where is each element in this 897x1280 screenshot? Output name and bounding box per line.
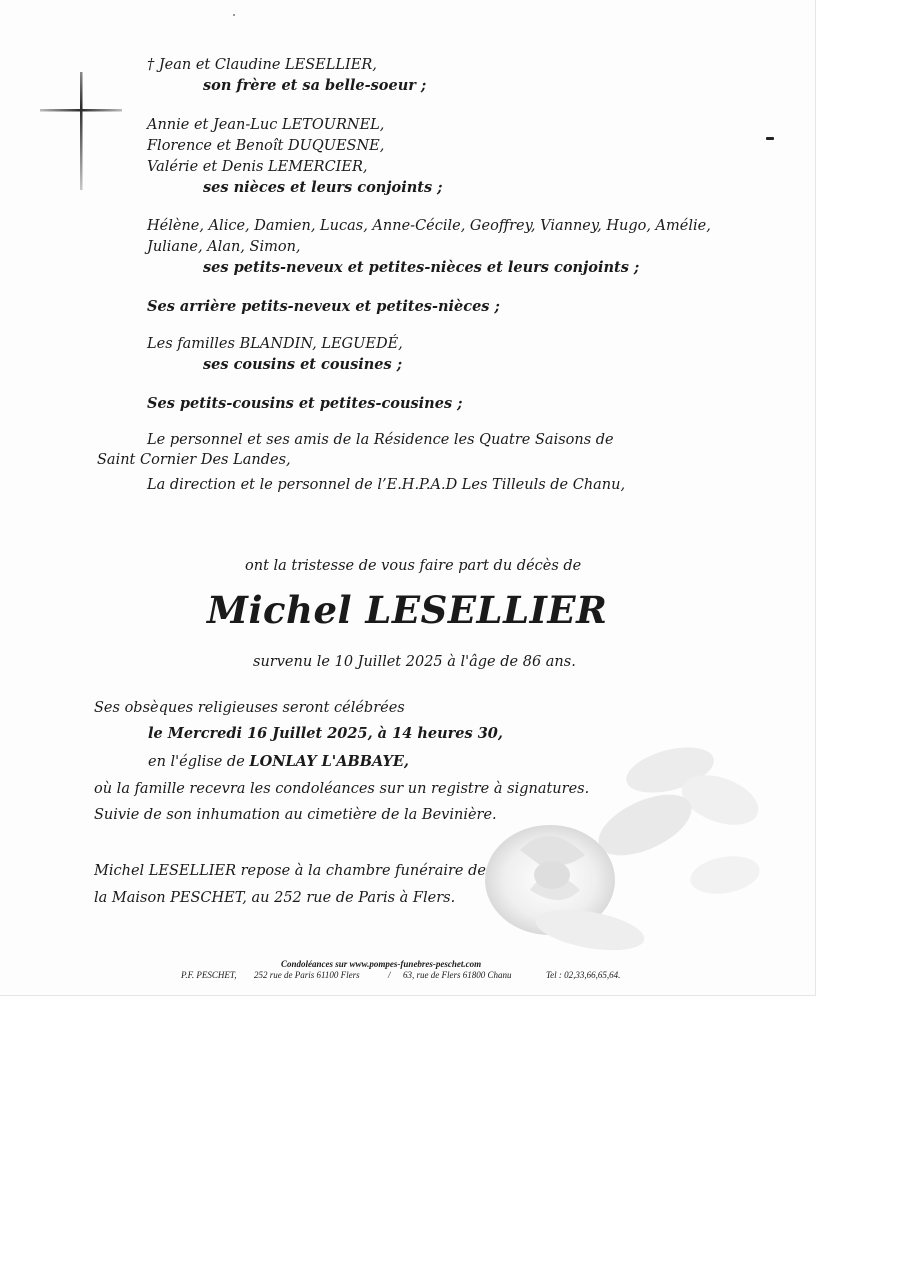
funeral-church-prefix: en l'église de — [148, 754, 250, 770]
family-line-1: † Jean et Claudine LESELLIER, — [147, 57, 377, 73]
family-line-14: Le personnel et ses amis de la Résidence les Quatre Saisons de — [147, 432, 614, 448]
footer-phone: Tel : 02,33,66,65,64. — [546, 970, 621, 980]
family-line-11: Les familles BLANDIN, LEGUEDÉ, — [147, 336, 403, 352]
footer-address-1: 252 rue de Paris 61100 Flers — [254, 970, 360, 980]
funeral-line-1: Ses obsèques religieuses seront célébrées — [94, 700, 405, 716]
death-date: survenu le 10 Juillet 2025 à l'âge de 86 ans. — [253, 654, 576, 670]
footer-website: Condoléances sur www.pompes-funebres-peschet.com — [281, 959, 482, 969]
funeral-church — [148, 753, 409, 771]
scan-speck — [766, 137, 774, 140]
family-relation-6: Ses petits-cousins et petites-cousines ; — [147, 395, 463, 412]
family-relation-1: son frère et sa belle-soeur ; — [203, 77, 427, 94]
announcement-intro: ont la tristesse de vous faire part du décès de — [245, 558, 582, 574]
family-line-4: Florence et Benoît DUQUESNE, — [147, 138, 385, 154]
funeral-church-place: LONLAY L'ABBAYE, — [249, 753, 409, 770]
family-line-8: Juliane, Alan, Simon, — [147, 239, 301, 255]
latin-cross-icon — [40, 72, 122, 190]
funeral-line-6: Michel LESELLIER repose à la chambre funéraire de — [94, 863, 486, 879]
footer-address-2: 63, rue de Flers 61800 Chanu — [403, 970, 512, 980]
family-line-5: Valérie et Denis LEMERCIER, — [147, 159, 368, 175]
family-line-15: Saint Cornier Des Landes, — [97, 452, 291, 468]
family-relation-5: ses cousins et cousines ; — [203, 356, 403, 373]
footer-company: P.F. PESCHET, — [181, 970, 237, 980]
footer-separator: / — [388, 970, 391, 980]
scan-dot — [233, 14, 235, 16]
funeral-datetime: le Mercredi 16 Juillet 2025, à 14 heures 30, — [148, 725, 503, 742]
family-relation-3: ses petits-neveux et petites-nièces et leurs conjoints ; — [203, 259, 640, 276]
family-relation-2: ses nièces et leurs conjoints ; — [203, 179, 443, 196]
family-line-7: Hélène, Alice, Damien, Lucas, Anne-Cécile, Geoffrey, Vianney, Hugo, Amélie, — [147, 218, 711, 234]
funeral-line-4: où la famille recevra les condoléances sur un registre à signatures. — [94, 781, 590, 797]
deceased-name: Michel LESELLIER — [207, 588, 608, 632]
funeral-line-7: la Maison PESCHET, au 252 rue de Paris à Flers. — [94, 890, 456, 906]
family-relation-4: Ses arrière petits-neveux et petites-nièces ; — [147, 298, 500, 315]
family-line-3: Annie et Jean-Luc LETOURNEL, — [147, 117, 385, 133]
rose-decoration-icon — [470, 730, 770, 960]
funeral-line-5: Suivie de son inhumation au cimetière de la Bevinière. — [94, 807, 497, 823]
family-line-16: La direction et le personnel de l’E.H.P.A.D Les Tilleuls de Chanu, — [147, 477, 626, 493]
